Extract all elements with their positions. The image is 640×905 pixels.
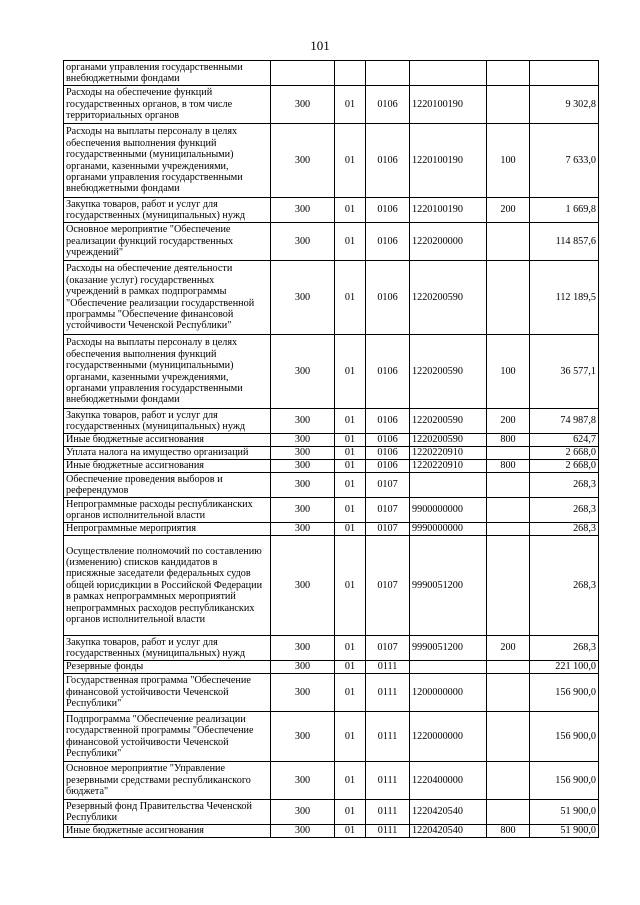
amount: 114 857,6 — [530, 223, 599, 261]
admin-code: 300 — [271, 124, 335, 198]
section-code: 01 — [335, 536, 366, 636]
expense-type-code: 800 — [487, 825, 530, 838]
section-code: 01 — [335, 473, 366, 498]
amount: 156 900,0 — [530, 674, 599, 712]
expense-type-code — [487, 498, 530, 523]
expense-type-code — [487, 762, 530, 800]
amount: 36 577,1 — [530, 335, 599, 409]
amount: 268,3 — [530, 498, 599, 523]
target-article-code: 1220200590 — [410, 261, 487, 335]
amount: 268,3 — [530, 536, 599, 636]
page-number: 101 — [310, 38, 330, 53]
table-row — [64, 409, 599, 434]
subsection-code: 0111 — [366, 762, 410, 800]
section-code: 01 — [335, 661, 366, 674]
subsection-code: 0106 — [366, 409, 410, 434]
expense-type-code — [487, 536, 530, 636]
row-name: Государственная программа "Обеспечение финансовой устойчивости Чеченской Республики" — [64, 674, 271, 712]
table-row — [64, 124, 599, 198]
table-row — [64, 536, 599, 636]
section-code: 01 — [335, 712, 366, 762]
subsection-code: 0111 — [366, 712, 410, 762]
subsection-code: 0106 — [366, 124, 410, 198]
section-code: 01 — [335, 460, 366, 473]
table-row — [64, 800, 599, 825]
expense-type-code: 200 — [487, 409, 530, 434]
expense-type-code: 100 — [487, 124, 530, 198]
admin-code: 300 — [271, 409, 335, 434]
row-name: Обеспечение проведения выборов и референдумов — [64, 473, 271, 498]
admin-code: 300 — [271, 661, 335, 674]
subsection-code: 0106 — [366, 335, 410, 409]
target-article-code: 1220100190 — [410, 198, 487, 223]
row-name: Расходы на выплаты персоналу в целях обеспечения выполнения функций государственными (муниципальными) органами, казенными учреждениями, органами управления государственными внебюджетными фондами — [64, 124, 271, 198]
row-name: Иные бюджетные ассигнования — [64, 825, 271, 838]
row-name: Резервные фонды — [64, 661, 271, 674]
subsection-code: 0111 — [366, 825, 410, 838]
admin-code: 300 — [271, 335, 335, 409]
target-article-code: 1220220910 — [410, 447, 487, 460]
table-row — [64, 473, 599, 498]
section-code: 01 — [335, 335, 366, 409]
row-name: Непрограммные мероприятия — [64, 523, 271, 536]
expense-type-code — [487, 661, 530, 674]
amount: 1 669,8 — [530, 198, 599, 223]
admin-code: 300 — [271, 636, 335, 661]
admin-code: 300 — [271, 223, 335, 261]
admin-code: 300 — [271, 434, 335, 447]
table-row — [64, 674, 599, 712]
amount: 7 633,0 — [530, 124, 599, 198]
table-row — [64, 434, 599, 447]
subsection-code: 0111 — [366, 661, 410, 674]
target-article-code: 1220200590 — [410, 335, 487, 409]
section-code: 01 — [335, 800, 366, 825]
row-name: Основное мероприятие "Управление резервными средствами республиканского бюджета" — [64, 762, 271, 800]
amount: 112 189,5 — [530, 261, 599, 335]
target-article-code: 1220420540 — [410, 800, 487, 825]
subsection-code: 0107 — [366, 636, 410, 661]
target-article-code: 1220400000 — [410, 762, 487, 800]
admin-code: 300 — [271, 86, 335, 124]
table-row — [64, 825, 599, 838]
section-code: 01 — [335, 523, 366, 536]
expense-type-code — [487, 712, 530, 762]
section-code: 01 — [335, 825, 366, 838]
row-name: Иные бюджетные ассигнования — [64, 434, 271, 447]
admin-code: 300 — [271, 800, 335, 825]
subsection-code: 0106 — [366, 223, 410, 261]
table-row — [64, 460, 599, 473]
admin-code: 300 — [271, 447, 335, 460]
admin-code: 300 — [271, 825, 335, 838]
admin-code: 300 — [271, 762, 335, 800]
expense-type-code — [487, 447, 530, 460]
target-article-code: 9990051200 — [410, 536, 487, 636]
admin-code: 300 — [271, 674, 335, 712]
table-row — [64, 661, 599, 674]
target-article-code: 9900000000 — [410, 498, 487, 523]
target-article-code — [410, 61, 487, 86]
table-row — [64, 261, 599, 335]
subsection-code: 0107 — [366, 536, 410, 636]
admin-code: 300 — [271, 523, 335, 536]
subsection-code: 0106 — [366, 261, 410, 335]
row-name: Закупка товаров, работ и услуг для государственных (муниципальных) нужд — [64, 198, 271, 223]
row-name: органами управления государственными внебюджетными фондами — [64, 61, 271, 86]
row-name: Уплата налога на имущество организаций — [64, 447, 271, 460]
admin-code: 300 — [271, 498, 335, 523]
target-article-code: 1220100190 — [410, 124, 487, 198]
row-name: Резервный фонд Правительства Чеченской Республики — [64, 800, 271, 825]
subsection-code: 0107 — [366, 523, 410, 536]
row-name: Осуществление полномочий по составлению (изменению) списков кандидатов в присяжные заседатели федеральных судов общей юрисдикции в Российской Федерации в рамках непрограммных мероприятий непрограммных расходов республиканских органов исполнительной власти — [64, 536, 271, 636]
section-code: 01 — [335, 636, 366, 661]
target-article-code: 1220200590 — [410, 434, 487, 447]
amount: 2 668,0 — [530, 460, 599, 473]
row-name: Закупка товаров, работ и услуг для государственных (муниципальных) нужд — [64, 409, 271, 434]
row-name: Иные бюджетные ассигнования — [64, 460, 271, 473]
table-row — [64, 498, 599, 523]
amount: 268,3 — [530, 523, 599, 536]
budget-table — [63, 60, 599, 838]
subsection-code: 0106 — [366, 198, 410, 223]
subsection-code: 0107 — [366, 473, 410, 498]
expense-type-code — [487, 473, 530, 498]
subsection-code: 0106 — [366, 460, 410, 473]
section-code: 01 — [335, 447, 366, 460]
target-article-code — [410, 661, 487, 674]
amount: 51 900,0 — [530, 825, 599, 838]
table-row — [64, 223, 599, 261]
amount: 2 668,0 — [530, 447, 599, 460]
section-code: 01 — [335, 261, 366, 335]
amount: 268,3 — [530, 636, 599, 661]
section-code: 01 — [335, 124, 366, 198]
admin-code: 300 — [271, 473, 335, 498]
table-row — [64, 335, 599, 409]
expense-type-code — [487, 261, 530, 335]
admin-code: 300 — [271, 536, 335, 636]
table-row — [64, 198, 599, 223]
amount: 221 100,0 — [530, 661, 599, 674]
row-name: Расходы на обеспечение деятельности (оказание услуг) государственных учреждений в рамках подпрограммы "Обеспечение реализации государственной программы "Обеспечение финансовой устойчивости Чеченской Республики" — [64, 261, 271, 335]
admin-code: 300 — [271, 261, 335, 335]
subsection-code: 0106 — [366, 434, 410, 447]
amount: 9 302,8 — [530, 86, 599, 124]
amount: 268,3 — [530, 473, 599, 498]
expense-type-code — [487, 523, 530, 536]
table-row — [64, 762, 599, 800]
table-row — [64, 712, 599, 762]
expense-type-code — [487, 86, 530, 124]
admin-code — [271, 61, 335, 86]
row-name: Непрограммные расходы республиканских органов исполнительной власти — [64, 498, 271, 523]
amount — [530, 61, 599, 86]
section-code: 01 — [335, 434, 366, 447]
expense-type-code — [487, 61, 530, 86]
admin-code: 300 — [271, 198, 335, 223]
expense-type-code: 800 — [487, 460, 530, 473]
amount: 624,7 — [530, 434, 599, 447]
row-name: Расходы на выплаты персоналу в целях обеспечения выполнения функций государственными (муниципальными) органами, казенными учреждениями, органами управления государственными внебюджетными фондами — [64, 335, 271, 409]
admin-code: 300 — [271, 460, 335, 473]
target-article-code: 1220200590 — [410, 409, 487, 434]
target-article-code: 1220100190 — [410, 86, 487, 124]
subsection-code: 0111 — [366, 674, 410, 712]
expense-type-code: 200 — [487, 636, 530, 661]
row-name: Закупка товаров, работ и услуг для государственных (муниципальных) нужд — [64, 636, 271, 661]
row-name: Подпрограмма "Обеспечение реализации государственной программы "Обеспечение финансовой устойчивости Чеченской Республики" — [64, 712, 271, 762]
section-code: 01 — [335, 674, 366, 712]
expense-type-code: 200 — [487, 198, 530, 223]
subsection-code: 0106 — [366, 447, 410, 460]
expense-type-code: 800 — [487, 434, 530, 447]
table-row — [64, 447, 599, 460]
table-row — [64, 86, 599, 124]
row-name: Расходы на обеспечение функций государственных органов, в том числе территориальных органов — [64, 86, 271, 124]
target-article-code: 1200000000 — [410, 674, 487, 712]
subsection-code — [366, 61, 410, 86]
section-code: 01 — [335, 498, 366, 523]
expense-type-code — [487, 223, 530, 261]
target-article-code — [410, 473, 487, 498]
target-article-code: 9990051200 — [410, 636, 487, 661]
expense-type-code: 100 — [487, 335, 530, 409]
section-code: 01 — [335, 223, 366, 261]
expense-type-code — [487, 800, 530, 825]
section-code: 01 — [335, 762, 366, 800]
amount: 156 900,0 — [530, 712, 599, 762]
expense-type-code — [487, 674, 530, 712]
table-row — [64, 636, 599, 661]
admin-code: 300 — [271, 712, 335, 762]
target-article-code: 1220420540 — [410, 825, 487, 838]
target-article-code: 1220220910 — [410, 460, 487, 473]
amount: 74 987,8 — [530, 409, 599, 434]
section-code: 01 — [335, 86, 366, 124]
amount: 156 900,0 — [530, 762, 599, 800]
subsection-code: 0106 — [366, 86, 410, 124]
row-name: Основное мероприятие "Обеспечение реализации функций государственных учреждений" — [64, 223, 271, 261]
target-article-code: 9990000000 — [410, 523, 487, 536]
table-row — [64, 61, 599, 86]
subsection-code: 0111 — [366, 800, 410, 825]
section-code — [335, 61, 366, 86]
subsection-code: 0107 — [366, 498, 410, 523]
section-code: 01 — [335, 409, 366, 434]
section-code: 01 — [335, 198, 366, 223]
amount: 51 900,0 — [530, 800, 599, 825]
target-article-code: 1220000000 — [410, 712, 487, 762]
table-row — [64, 523, 599, 536]
target-article-code: 1220200000 — [410, 223, 487, 261]
